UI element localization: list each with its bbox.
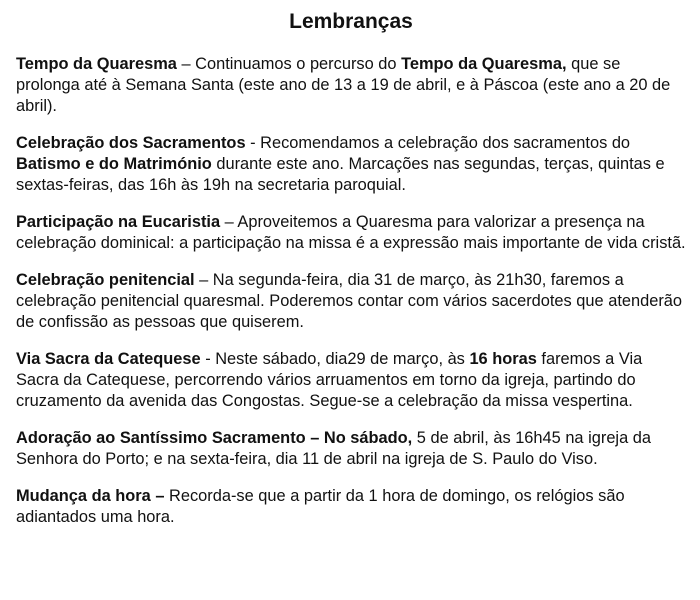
item-text: – Aproveitemos a Quaresma para valorizar a presença na celebração dominical: a participação na missa é a expressão mais importante de vida cristã. [16, 213, 686, 252]
item-text: Recorda-se que a partir da 1 hora de domingo, os relógios são adiantados uma hora. [16, 487, 625, 526]
item-heading: Celebração dos Sacramentos [16, 134, 246, 152]
item-text: durante este ano. Marcações nas segundas, terças, quintas e sextas-feiras, das 16h às 19h na secretaria paroquial. [16, 155, 665, 194]
item-text: - Neste sábado, dia29 de março, às [200, 350, 470, 368]
item-heading: Adoração ao Santíssimo Sacramento – No sábado, [16, 429, 413, 447]
page-title: Lembranças [289, 10, 413, 33]
item-celebracao-penitencial [16, 270, 686, 333]
item-heading: Participação na Eucaristia [16, 213, 221, 231]
item-text: - Recomendamos a celebração dos sacramentos do [245, 134, 631, 152]
item-mudanca-hora [16, 486, 686, 528]
item-tempo-quaresma [16, 54, 686, 117]
item-text: – Na segunda-feira, dia 31 de março, às 21h30, faremos a celebração penitencial quaresmal. Poderemos contar com vários sacerdotes que atenderão de confissão as pessoas que quiserem. [16, 271, 683, 331]
item-heading: Celebração penitencial [16, 271, 195, 289]
item-text: – Continuamos o percurso do [176, 55, 402, 73]
item-text: que se prolonga até à Semana Santa (este ano de 13 a 19 de abril, e à Páscoa (este ano a 20 de abril). [16, 55, 671, 115]
item-heading: Mudança da hora – [16, 487, 165, 505]
item-emphasis: Tempo da Quaresma, [401, 55, 567, 73]
item-adoracao [16, 428, 686, 470]
item-text: faremos a Via Sacra da Catequese, percorrendo vários arruamentos em torno da igreja, partindo do cruzamento da avenida das Congostas. Segue-se a celebração da missa vespertina. [16, 350, 643, 410]
item-heading: Via Sacra da Catequese [16, 350, 201, 368]
item-emphasis: 16 horas [469, 350, 537, 368]
item-celebracao-sacramentos [16, 133, 686, 196]
item-participacao-eucaristia [16, 212, 686, 254]
item-via-sacra [16, 349, 686, 412]
item-emphasis: Batismo e do Matrimónio [16, 155, 212, 173]
item-heading: Tempo da Quaresma [16, 55, 177, 73]
item-text: 5 de abril, às 16h45 na igreja da Senhora do Porto; e na sexta-feira, dia 11 de abril na igreja de S. Paulo do Viso. [16, 429, 651, 468]
